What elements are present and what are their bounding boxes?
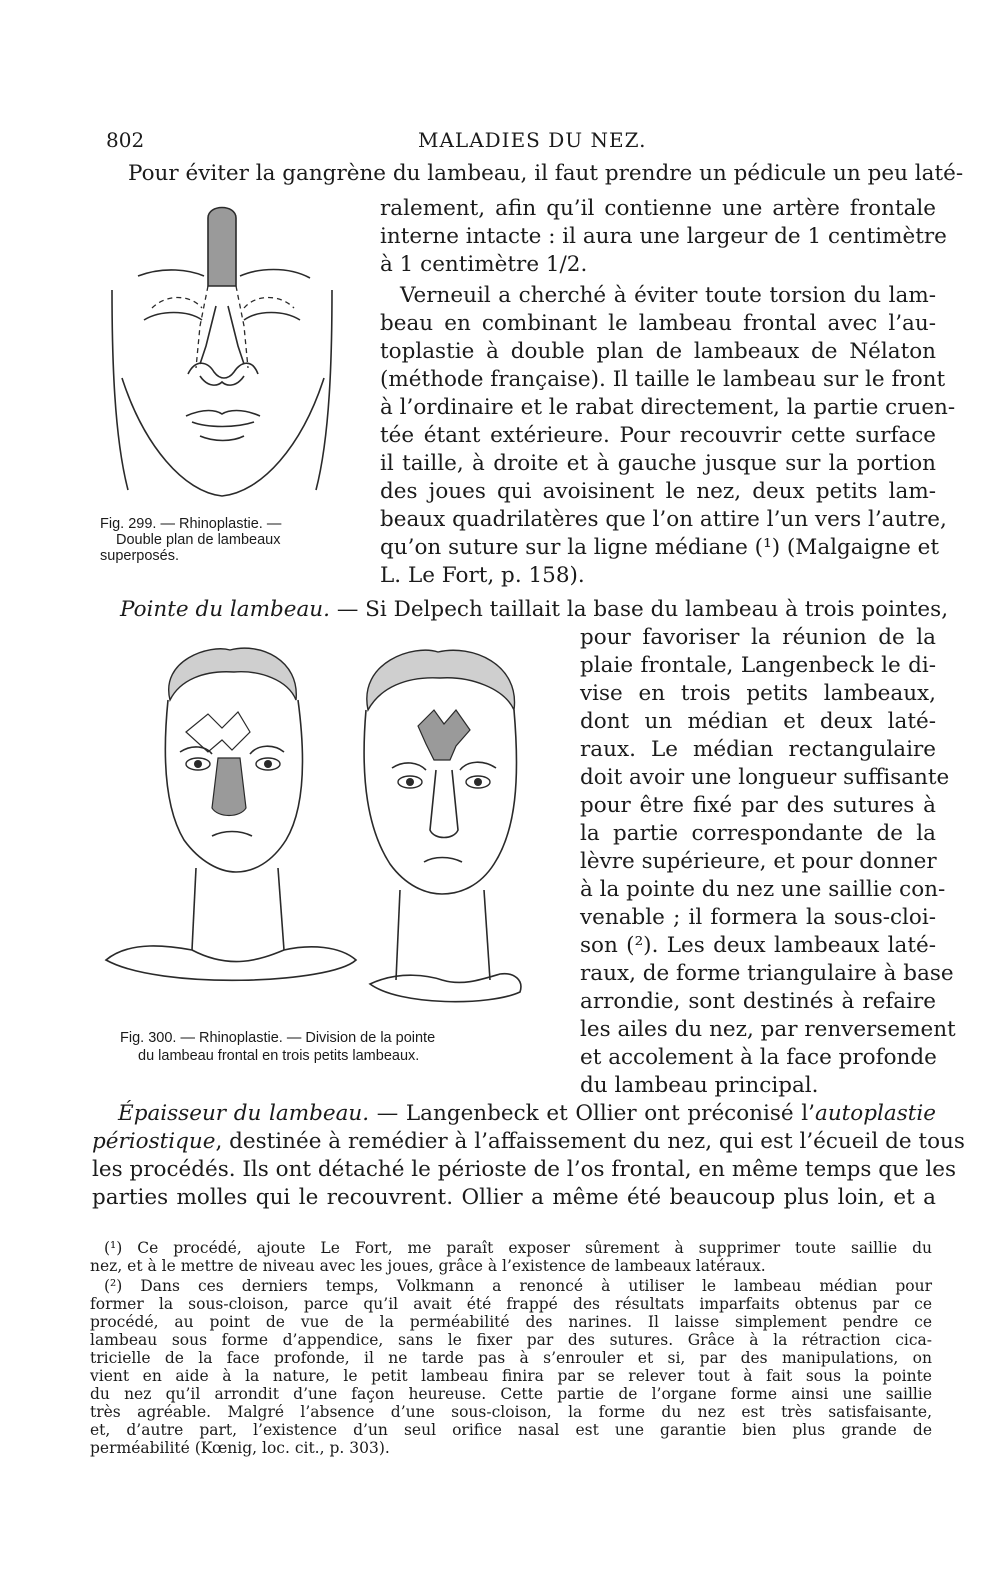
- text-line: et accolement à la face profonde: [580, 1045, 937, 1070]
- text-line: interne intacte : il aura une largeur de 1 centimètre: [380, 224, 947, 249]
- text-line: [120, 596, 948, 624]
- figure-300-left-head: [106, 648, 356, 980]
- text-span: périostique: [92, 1129, 216, 1154]
- text-line: Verneuil a cherché à éviter toute torsion du lam-: [400, 283, 936, 308]
- text-line: raux, de forme triangulaire à base: [580, 961, 954, 986]
- footnote-2-line: lambeau sous forme d’appendice, sans le fixer par des sutures. Grâce à la rétraction cica-: [90, 1331, 932, 1349]
- section-heading-pointe: Pointe du lambeau.: [120, 597, 330, 622]
- text-line: raux. Le médian rectangulaire: [580, 737, 936, 762]
- text-line: à l’ordinaire et le rabat directement, la partie cruen-: [380, 395, 956, 420]
- text-line: la partie correspondante de la: [580, 821, 936, 846]
- text-line: les procédés. Ils ont détaché le périoste de l’os frontal, en même temps que les: [92, 1157, 957, 1182]
- text-line: venable ; il formera la sous-cloi-: [580, 905, 936, 930]
- figure-299-face-diagram: [104, 196, 344, 506]
- section-heading-epaisseur: Épaisseur du lambeau.: [118, 1101, 370, 1126]
- text-line: du lambeau principal.: [580, 1073, 819, 1098]
- footnote-2-line: perméabilité (Kœnig, loc. cit., p. 303).: [90, 1439, 390, 1457]
- text-span: , destinée à remédier à l’affaissement du nez, qui est l’écueil de tous: [215, 1129, 965, 1154]
- text-line: Pour éviter la gangrène du lambeau, il faut prendre un pédicule un peu laté-: [128, 161, 964, 186]
- text-line: tée étant extérieure. Pour recouvrir cette surface: [380, 423, 936, 448]
- text-span: — Si Delpech taillait la base du lambeau à trois pointes,: [329, 597, 949, 622]
- figure-300-caption-line: du lambeau frontal en trois petits lambeaux.: [138, 1048, 420, 1064]
- text-line: lèvre supérieure, et pour donner: [580, 849, 937, 874]
- footnote-2-line: du nez qu’il arrondit d’une façon heureuse. Cette partie de l’organe forme ainsi une saillie: [90, 1385, 932, 1403]
- text-line: dont un médian et deux laté-: [580, 709, 936, 734]
- text-line: L. Le Fort, p. 158).: [380, 563, 585, 588]
- text-line: à la pointe du nez une saillie con-: [580, 877, 946, 902]
- text-line: [92, 1128, 965, 1156]
- footnote-1-line: nez, et à le mettre de niveau avec les joues, grâce à l’existence de lambeaux latéraux.: [90, 1257, 766, 1275]
- footnote-2-line: (²) Dans ces derniers temps, Volkmann a renoncé à utiliser le lambeau médian pour: [104, 1277, 932, 1295]
- footnote-2-line: former la sous-cloison, parce qu’il avait été frappé des résultats imparfaits obtenus par ce: [90, 1295, 932, 1313]
- figure-300-heads-illustration: [100, 640, 560, 1024]
- text-line: (méthode française). Il taille le lambeau sur le front: [380, 367, 946, 392]
- page-number: 802: [106, 128, 145, 152]
- text-span: — Langenbeck et Ollier ont préconisé l’: [369, 1101, 815, 1126]
- text-line: arrondie, sont destinés à refaire: [580, 989, 936, 1014]
- text-line: ralement, afin qu’il contienne une artère frontale: [380, 196, 936, 221]
- text-line: il taille, à droite et à gauche jusque sur la portion: [380, 451, 936, 476]
- footnote-2-line: vient en aide à la nature, le petit lambeau finira par se relever tout à fait sous la pointe: [90, 1367, 932, 1385]
- text-line: parties molles qui le recouvrent. Ollier a même été beaucoup plus loin, et a: [92, 1185, 936, 1210]
- text-line: toplastie à double plan de lambeaux de Nélaton: [380, 339, 936, 364]
- text-line: beaux quadrilatères que l’on attire l’un vers l’autre,: [380, 507, 947, 532]
- page-header: [106, 128, 936, 158]
- figure-300-caption-line: Fig. 300. — Rhinoplastie. — Division de la pointe: [120, 1030, 436, 1046]
- figure-300-right-head: [364, 650, 521, 1001]
- footnote-2-line: et, d’autre part, l’existence d’un seul orifice nasal est une garantie bien plus grande de: [90, 1421, 932, 1439]
- text-line: des joues qui avoisinent le nez, deux petits lam-: [380, 479, 936, 504]
- figure-299-caption-line: Fig. 299. — Rhinoplastie. —: [100, 516, 282, 532]
- figure-299-caption-line: Double plan de lambeaux: [116, 532, 281, 548]
- text-line: son (²). Les deux lambeaux laté-: [580, 933, 936, 958]
- footnote-2-line: très agréable. Malgré l’absence d’une sous-cloison, la forme du nez est très satisfaisante,: [90, 1403, 932, 1421]
- text-line: vise en trois petits lambeaux,: [580, 681, 936, 706]
- text-line: plaie frontale, Langenbeck le di-: [580, 653, 936, 678]
- text-line: à 1 centimètre 1/2.: [380, 252, 588, 277]
- text-line: qu’on suture sur la ligne médiane (¹) (Malgaigne et: [380, 535, 939, 560]
- text-span: autoplastie: [815, 1101, 936, 1126]
- footnote-1-line: (¹) Ce procédé, ajoute Le Fort, me paraît exposer sûrement à supprimer toute saillie du: [104, 1239, 932, 1257]
- footnote-2-line: tricielle de la face profonde, il ne tarde pas à s’enrouler et si, par des manipulations, on: [90, 1349, 932, 1367]
- text-line: beau en combinant le lambeau frontal avec l’au-: [380, 311, 936, 336]
- running-title: MALADIES DU NEZ.: [418, 128, 647, 152]
- text-line: les ailes du nez, par renversement: [580, 1017, 956, 1042]
- text-line: doit avoir une longueur suffisante: [580, 765, 950, 790]
- text-line: [118, 1100, 936, 1128]
- figure-299-caption-line: superposés.: [100, 548, 179, 564]
- text-line: pour être fixé par des sutures à: [580, 793, 936, 818]
- footnote-2-line: procédé, au point de vue de la perméabilité des narines. Il laisse simplement pendre ce: [90, 1313, 932, 1331]
- text-line: pour favoriser la réunion de la: [580, 625, 936, 650]
